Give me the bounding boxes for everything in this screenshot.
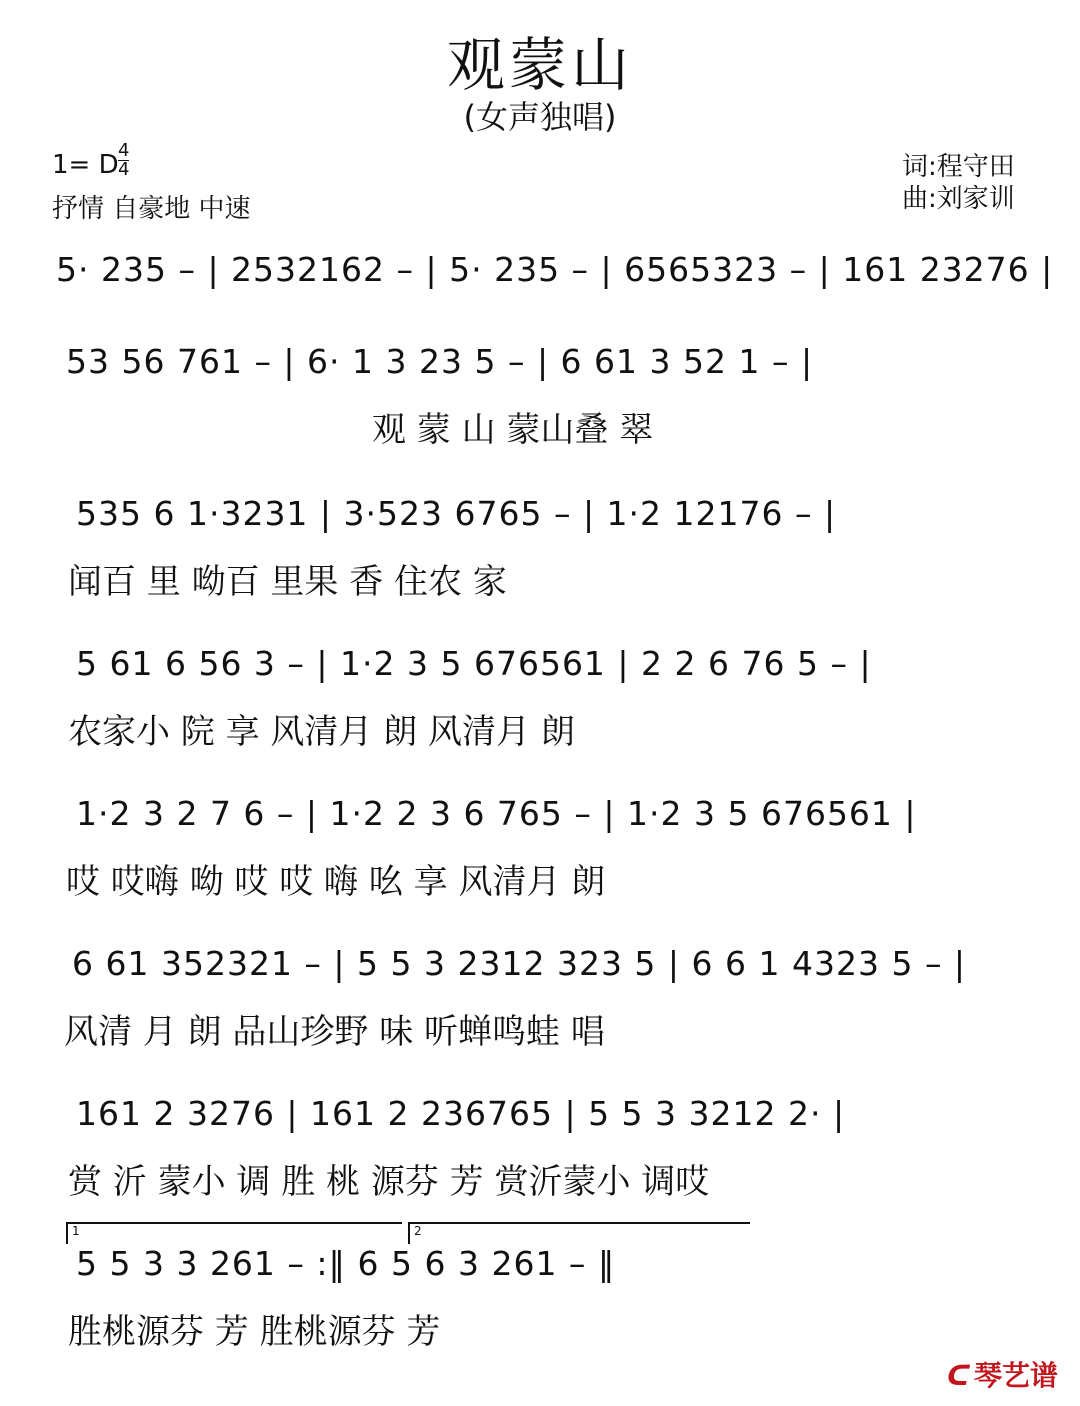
lyrics-line: 哎 哎嗨 呦 哎 哎 嗨 吆 享 风清月 朗: [66, 862, 606, 902]
lyrics-line: 风清 月 朗 品山珍野 味 听蝉鸣蛙 唱: [64, 1012, 605, 1052]
notation-line: 5· 235 – | 2532162 – | 5· 235 – | 6565323 – | 161 23276 |: [56, 250, 1054, 289]
lyricist-credit: 词:程守田: [902, 152, 1015, 182]
site-logo: ᑕ琴艺谱: [943, 1359, 1058, 1392]
notation-line: 1·2 3 2 7 6 – | 1·2 2 3 6 765 – | 1·2 3 5 676561 |: [76, 794, 917, 833]
lyrics-line: 闻百 里 呦百 里果 香 住农 家: [68, 562, 507, 602]
page-title: 观蒙山: [446, 31, 633, 99]
tempo-marking: 抒情 自豪地 中速: [52, 194, 251, 224]
page-subtitle: (女声独唱): [463, 98, 617, 136]
notation-line: 5 5 3 3 261 – :‖ 6 5 6 3 261 – ‖: [76, 1244, 616, 1283]
logo-mark-icon: ᑕ: [943, 1359, 974, 1392]
composer-credit: 曲:刘家训: [902, 184, 1015, 214]
lyrics-line: 观 蒙 山 蒙山叠 翠: [372, 410, 654, 450]
notation-line: 161 2 3276 | 161 2 236765 | 5 5 3 3212 2· |: [76, 1094, 846, 1133]
notation-line: 535 6 1·3231 | 3·523 6765 – | 1·2 12176 – |: [76, 494, 837, 533]
notation-line: 5 61 6 56 3 – | 1·2 3 5 676561 | 2 2 6 76 5 – |: [76, 644, 872, 683]
lyrics-line: 赏 沂 蒙小 调 胜 桃 源芬 芳 赏沂蒙小 调哎: [68, 1162, 710, 1202]
time-signature-top: 4: [118, 140, 130, 161]
second-ending-bracket: 2: [408, 1222, 750, 1244]
lyrics-line: 农家小 院 享 风清月 朗 风清月 朗: [68, 712, 575, 752]
time-signature-bottom: 4: [118, 159, 130, 180]
notation-line: 6 61 352321 – | 5 5 3 2312 323 5 | 6 6 1 4323 5 – |: [72, 944, 967, 983]
notation-line: 53 56 761 – | 6· 1 3 23 5 – | 6 61 3 52 1 – |: [66, 342, 814, 381]
key-signature: 1= D: [52, 150, 119, 180]
first-ending-bracket: 1: [66, 1222, 402, 1244]
time-signature: [118, 142, 129, 179]
lyrics-line: 胜桃源芬 芳 胜桃源芬 芳: [68, 1312, 441, 1352]
